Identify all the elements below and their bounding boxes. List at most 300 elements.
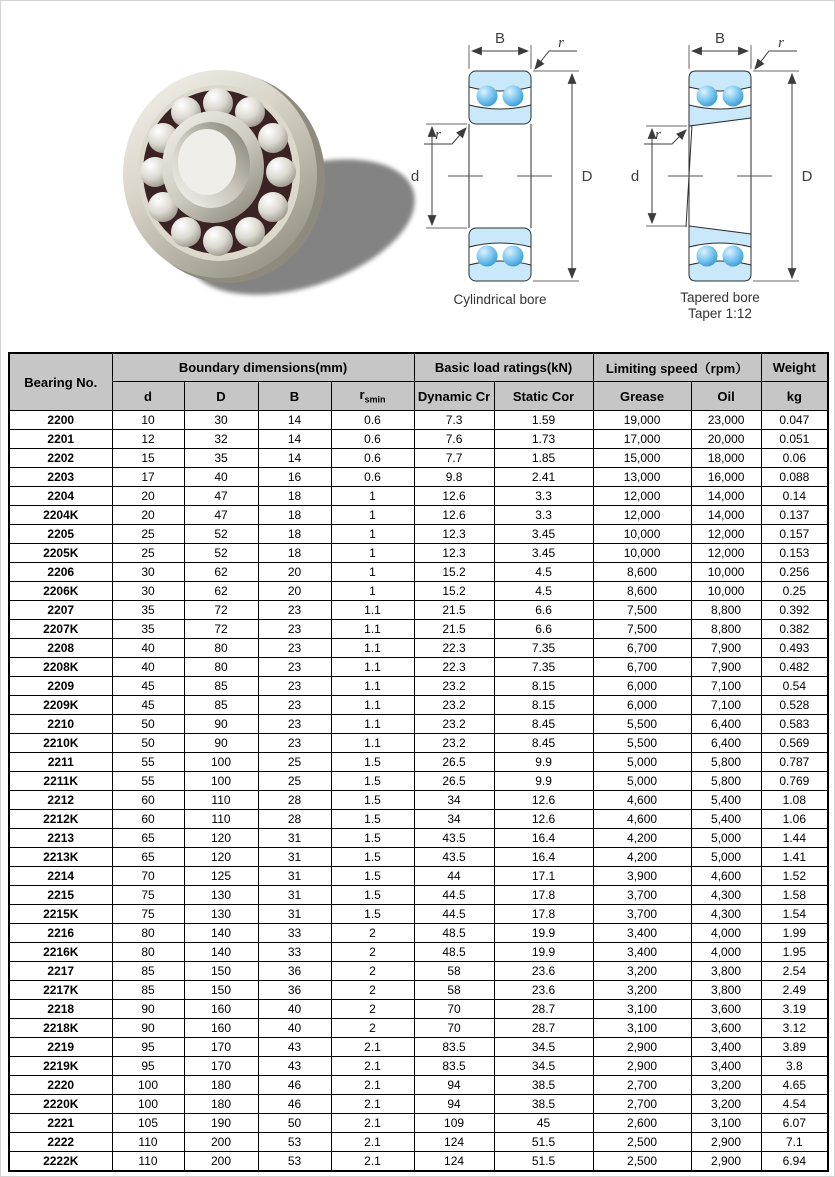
value-cell: 170 xyxy=(184,1057,258,1076)
value-cell: 31 xyxy=(258,829,331,848)
value-cell: 55 xyxy=(112,753,184,772)
value-cell: 55 xyxy=(112,772,184,791)
value-cell: 40 xyxy=(258,1000,331,1019)
value-cell: 13,000 xyxy=(593,468,691,487)
value-cell: 3.45 xyxy=(494,525,593,544)
value-cell: 3.19 xyxy=(761,1000,828,1019)
value-cell: 10,000 xyxy=(691,582,761,601)
value-cell: 6,400 xyxy=(691,715,761,734)
value-cell: 1.5 xyxy=(331,772,414,791)
value-cell: 22.3 xyxy=(414,639,494,658)
value-cell: 10,000 xyxy=(593,525,691,544)
value-cell: 75 xyxy=(112,905,184,924)
value-cell: 3,800 xyxy=(691,962,761,981)
value-cell: 25 xyxy=(258,753,331,772)
value-cell: 62 xyxy=(184,563,258,582)
value-cell: 14,000 xyxy=(691,487,761,506)
value-cell: 160 xyxy=(184,1019,258,1038)
value-cell: 4.65 xyxy=(761,1076,828,1095)
value-cell: 8,800 xyxy=(691,620,761,639)
value-cell: 50 xyxy=(258,1114,331,1133)
value-cell: 15.2 xyxy=(414,582,494,601)
value-cell: 70 xyxy=(414,1000,494,1019)
value-cell: 1 xyxy=(331,582,414,601)
value-cell: 45 xyxy=(112,677,184,696)
value-cell: 1.95 xyxy=(761,943,828,962)
value-cell: 8.15 xyxy=(494,677,593,696)
value-cell: 80 xyxy=(112,924,184,943)
value-cell: 110 xyxy=(112,1133,184,1152)
value-cell: 1 xyxy=(331,506,414,525)
value-cell: 45 xyxy=(112,696,184,715)
value-cell: 4,600 xyxy=(593,810,691,829)
value-cell: 60 xyxy=(112,791,184,810)
bearing-no-cell: 2206 xyxy=(9,563,112,582)
value-cell: 47 xyxy=(184,487,258,506)
value-cell: 16.4 xyxy=(494,829,593,848)
value-cell: 46 xyxy=(258,1095,331,1114)
value-cell: 35 xyxy=(112,601,184,620)
value-cell: 14 xyxy=(258,411,331,430)
value-cell: 130 xyxy=(184,886,258,905)
value-cell: 34 xyxy=(414,791,494,810)
bearing-no-cell: 2214 xyxy=(9,867,112,886)
value-cell: 40 xyxy=(184,468,258,487)
value-cell: 170 xyxy=(184,1038,258,1057)
dim-label-r-inner: r xyxy=(655,127,661,143)
bearing-no-cell: 2203 xyxy=(9,468,112,487)
value-cell: 3,900 xyxy=(593,867,691,886)
value-cell: 12.6 xyxy=(494,791,593,810)
value-cell: 7.35 xyxy=(494,639,593,658)
value-cell: 44 xyxy=(414,867,494,886)
value-cell: 75 xyxy=(112,886,184,905)
value-cell: 43.5 xyxy=(414,829,494,848)
value-cell: 28.7 xyxy=(494,1000,593,1019)
value-cell: 110 xyxy=(184,810,258,829)
bearing-no-cell: 2207K xyxy=(9,620,112,639)
value-cell: 6.07 xyxy=(761,1114,828,1133)
value-cell: 3,800 xyxy=(691,981,761,1000)
value-cell: 2.49 xyxy=(761,981,828,1000)
value-cell: 5,800 xyxy=(691,772,761,791)
value-cell: 3,200 xyxy=(593,981,691,1000)
column-header-B: B xyxy=(258,382,331,411)
value-cell: 16 xyxy=(258,468,331,487)
value-cell: 36 xyxy=(258,962,331,981)
value-cell: 100 xyxy=(184,753,258,772)
value-cell: 7.1 xyxy=(761,1133,828,1152)
value-cell: 2 xyxy=(331,1000,414,1019)
table-row xyxy=(9,658,828,677)
value-cell: 2,900 xyxy=(691,1152,761,1172)
value-cell: 2.1 xyxy=(331,1152,414,1172)
table-row xyxy=(9,715,828,734)
value-cell: 3,700 xyxy=(593,886,691,905)
value-cell: 200 xyxy=(184,1133,258,1152)
value-cell: 7.35 xyxy=(494,658,593,677)
value-cell: 0.392 xyxy=(761,601,828,620)
table-row xyxy=(9,411,828,430)
value-cell: 0.6 xyxy=(331,411,414,430)
value-cell: 30 xyxy=(112,582,184,601)
value-cell: 15.2 xyxy=(414,563,494,582)
value-cell: 1.06 xyxy=(761,810,828,829)
value-cell: 14 xyxy=(258,449,331,468)
table-row xyxy=(9,753,828,772)
bearing-no-cell: 2217K xyxy=(9,981,112,1000)
value-cell: 40 xyxy=(112,658,184,677)
value-cell: 16.4 xyxy=(494,848,593,867)
value-cell: 140 xyxy=(184,943,258,962)
dim-label-r-outer: r xyxy=(778,35,784,51)
dim-label-r-outer: r xyxy=(558,35,564,51)
value-cell: 90 xyxy=(184,734,258,753)
value-cell: 23 xyxy=(258,696,331,715)
dim-label-B: B xyxy=(494,30,506,47)
value-cell: 12.6 xyxy=(414,506,494,525)
value-cell: 4,000 xyxy=(691,924,761,943)
value-cell: 1.5 xyxy=(331,810,414,829)
value-cell: 4,000 xyxy=(691,943,761,962)
value-cell: 3,200 xyxy=(691,1095,761,1114)
table-body xyxy=(9,411,828,1172)
value-cell: 0.528 xyxy=(761,696,828,715)
diagram-caption-cylindrical: Cylindrical bore xyxy=(453,292,547,307)
group-header-load-ratings: Basic load ratings(kN) xyxy=(414,353,593,382)
value-cell: 12.3 xyxy=(414,544,494,563)
value-cell: 17.8 xyxy=(494,905,593,924)
header-group-row xyxy=(9,353,828,382)
value-cell: 46 xyxy=(258,1076,331,1095)
value-cell: 2.1 xyxy=(331,1114,414,1133)
bearing-no-cell: 2216 xyxy=(9,924,112,943)
value-cell: 100 xyxy=(112,1095,184,1114)
value-cell: 1 xyxy=(331,544,414,563)
value-cell: 5,000 xyxy=(691,848,761,867)
value-cell: 65 xyxy=(112,829,184,848)
value-cell: 30 xyxy=(112,563,184,582)
value-cell: 38.5 xyxy=(494,1095,593,1114)
table-row xyxy=(9,468,828,487)
value-cell: 1.5 xyxy=(331,905,414,924)
column-header-d: d xyxy=(112,382,184,411)
column-header-static-cor: Static Cor xyxy=(494,382,593,411)
value-cell: 85 xyxy=(112,981,184,1000)
value-cell: 7,900 xyxy=(691,639,761,658)
value-cell: 65 xyxy=(112,848,184,867)
value-cell: 95 xyxy=(112,1038,184,1057)
table-row xyxy=(9,1019,828,1038)
value-cell: 5,500 xyxy=(593,715,691,734)
value-cell: 0.153 xyxy=(761,544,828,563)
value-cell: 2,900 xyxy=(593,1038,691,1057)
value-cell: 1 xyxy=(331,563,414,582)
bearing-no-cell: 2215K xyxy=(9,905,112,924)
value-cell: 8,800 xyxy=(691,601,761,620)
value-cell: 31 xyxy=(258,867,331,886)
value-cell: 25 xyxy=(258,772,331,791)
value-cell: 18 xyxy=(258,544,331,563)
value-cell: 2,900 xyxy=(691,1133,761,1152)
dim-label-D: D xyxy=(581,168,593,185)
value-cell: 1.41 xyxy=(761,848,828,867)
value-cell: 8,600 xyxy=(593,582,691,601)
table-row xyxy=(9,582,828,601)
value-cell: 0.088 xyxy=(761,468,828,487)
value-cell: 70 xyxy=(112,867,184,886)
value-cell: 23 xyxy=(258,658,331,677)
value-cell: 2,900 xyxy=(593,1057,691,1076)
bearing-photo xyxy=(123,70,432,321)
bearing-no-cell: 2200 xyxy=(9,411,112,430)
value-cell: 23.2 xyxy=(414,715,494,734)
value-cell: 90 xyxy=(184,715,258,734)
value-cell: 4.54 xyxy=(761,1095,828,1114)
value-cell: 43 xyxy=(258,1057,331,1076)
value-cell: 3,400 xyxy=(593,924,691,943)
value-cell: 23 xyxy=(258,639,331,658)
table-row xyxy=(9,791,828,810)
value-cell: 15,000 xyxy=(593,449,691,468)
value-cell: 0.382 xyxy=(761,620,828,639)
bearing-no-cell: 2218K xyxy=(9,1019,112,1038)
value-cell: 6.6 xyxy=(494,601,593,620)
value-cell: 90 xyxy=(112,1019,184,1038)
value-cell: 62 xyxy=(184,582,258,601)
value-cell: 0.769 xyxy=(761,772,828,791)
value-cell: 2.1 xyxy=(331,1076,414,1095)
value-cell: 50 xyxy=(112,734,184,753)
table-row xyxy=(9,1133,828,1152)
value-cell: 6.6 xyxy=(494,620,593,639)
value-cell: 12,000 xyxy=(593,487,691,506)
dim-label-d: d xyxy=(410,168,420,185)
value-cell: 23 xyxy=(258,620,331,639)
value-cell: 58 xyxy=(414,962,494,981)
value-cell: 1.52 xyxy=(761,867,828,886)
table-row xyxy=(9,848,828,867)
value-cell: 50 xyxy=(112,715,184,734)
value-cell: 2.41 xyxy=(494,468,593,487)
group-header-boundary-dimensions: Boundary dimensions(mm) xyxy=(112,353,414,382)
value-cell: 58 xyxy=(414,981,494,1000)
value-cell: 17.1 xyxy=(494,867,593,886)
table-row xyxy=(9,487,828,506)
value-cell: 0.6 xyxy=(331,449,414,468)
table-row xyxy=(9,810,828,829)
bearing-no-cell: 2212 xyxy=(9,791,112,810)
value-cell: 12 xyxy=(112,430,184,449)
value-cell: 52 xyxy=(184,525,258,544)
value-cell: 34.5 xyxy=(494,1038,593,1057)
value-cell: 18 xyxy=(258,487,331,506)
value-cell: 0.256 xyxy=(761,563,828,582)
value-cell: 17.8 xyxy=(494,886,593,905)
group-header-limiting-speed: Limiting speed（rpm） xyxy=(593,353,761,382)
bearing-no-cell: 2222 xyxy=(9,1133,112,1152)
value-cell: 160 xyxy=(184,1000,258,1019)
value-cell: 23 xyxy=(258,734,331,753)
value-cell: 105 xyxy=(112,1114,184,1133)
value-cell: 94 xyxy=(414,1095,494,1114)
value-cell: 124 xyxy=(414,1152,494,1172)
value-cell: 21.5 xyxy=(414,601,494,620)
table-row xyxy=(9,829,828,848)
value-cell: 31 xyxy=(258,848,331,867)
value-cell: 45 xyxy=(494,1114,593,1133)
value-cell: 125 xyxy=(184,867,258,886)
bearing-no-cell: 2222K xyxy=(9,1152,112,1172)
value-cell: 60 xyxy=(112,810,184,829)
value-cell: 2 xyxy=(331,943,414,962)
value-cell: 1 xyxy=(331,525,414,544)
value-cell: 17,000 xyxy=(593,430,691,449)
value-cell: 43.5 xyxy=(414,848,494,867)
bearing-no-cell: 2207 xyxy=(9,601,112,620)
value-cell: 18 xyxy=(258,506,331,525)
value-cell: 28.7 xyxy=(494,1019,593,1038)
diagram-caption-tapered-2: Taper 1:12 xyxy=(688,306,752,321)
value-cell: 16,000 xyxy=(691,468,761,487)
value-cell: 1.1 xyxy=(331,601,414,620)
value-cell: 5,500 xyxy=(593,734,691,753)
bearing-no-cell: 2219K xyxy=(9,1057,112,1076)
table-row xyxy=(9,981,828,1000)
value-cell: 12,000 xyxy=(691,544,761,563)
value-cell: 1.99 xyxy=(761,924,828,943)
value-cell: 7,100 xyxy=(691,677,761,696)
table-row xyxy=(9,1000,828,1019)
bearing-no-cell: 2211K xyxy=(9,772,112,791)
bearing-no-cell: 2202 xyxy=(9,449,112,468)
value-cell: 109 xyxy=(414,1114,494,1133)
value-cell: 30 xyxy=(184,411,258,430)
value-cell: 44.5 xyxy=(414,905,494,924)
value-cell: 7.3 xyxy=(414,411,494,430)
value-cell: 124 xyxy=(414,1133,494,1152)
value-cell: 1.5 xyxy=(331,753,414,772)
dim-label-r-inner: r xyxy=(435,127,441,143)
value-cell: 21.5 xyxy=(414,620,494,639)
diagram-caption-tapered-1: Tapered bore xyxy=(680,290,760,305)
value-cell: 9.9 xyxy=(494,753,593,772)
table-row xyxy=(9,734,828,753)
value-cell: 10,000 xyxy=(691,563,761,582)
bearing-no-cell: 2211 xyxy=(9,753,112,772)
bearing-no-cell: 2205K xyxy=(9,544,112,563)
value-cell: 0.569 xyxy=(761,734,828,753)
value-cell: 130 xyxy=(184,905,258,924)
value-cell: 23,000 xyxy=(691,411,761,430)
value-cell: 80 xyxy=(112,943,184,962)
value-cell: 18,000 xyxy=(691,449,761,468)
hero-section xyxy=(1,1,835,347)
value-cell: 26.5 xyxy=(414,753,494,772)
value-cell: 140 xyxy=(184,924,258,943)
value-cell: 0.25 xyxy=(761,582,828,601)
value-cell: 1 xyxy=(331,487,414,506)
value-cell: 5,000 xyxy=(691,829,761,848)
table-row xyxy=(9,905,828,924)
value-cell: 1.1 xyxy=(331,620,414,639)
value-cell: 6,000 xyxy=(593,677,691,696)
value-cell: 85 xyxy=(112,962,184,981)
value-cell: 23.2 xyxy=(414,677,494,696)
value-cell: 15 xyxy=(112,449,184,468)
value-cell: 9.9 xyxy=(494,772,593,791)
table-row xyxy=(9,620,828,639)
value-cell: 100 xyxy=(184,772,258,791)
value-cell: 7.6 xyxy=(414,430,494,449)
diagram-tapered xyxy=(631,30,813,321)
value-cell: 26.5 xyxy=(414,772,494,791)
value-cell: 38.5 xyxy=(494,1076,593,1095)
table-row xyxy=(9,525,828,544)
hero-graphic xyxy=(1,1,835,347)
value-cell: 3.8 xyxy=(761,1057,828,1076)
value-cell: 7,900 xyxy=(691,658,761,677)
table-row xyxy=(9,563,828,582)
value-cell: 85 xyxy=(184,696,258,715)
value-cell: 7.7 xyxy=(414,449,494,468)
dim-label-B: B xyxy=(714,30,726,47)
value-cell: 12.3 xyxy=(414,525,494,544)
value-cell: 34.5 xyxy=(494,1057,593,1076)
value-cell: 4,300 xyxy=(691,886,761,905)
value-cell: 25 xyxy=(112,544,184,563)
value-cell: 3.89 xyxy=(761,1038,828,1057)
value-cell: 2,600 xyxy=(593,1114,691,1133)
table-row xyxy=(9,544,828,563)
column-header-kg: kg xyxy=(761,382,828,411)
value-cell: 72 xyxy=(184,601,258,620)
value-cell: 8.15 xyxy=(494,696,593,715)
table-row xyxy=(9,1152,828,1172)
value-cell: 2,700 xyxy=(593,1095,691,1114)
value-cell: 72 xyxy=(184,620,258,639)
value-cell: 1.85 xyxy=(494,449,593,468)
value-cell: 100 xyxy=(112,1076,184,1095)
value-cell: 1.5 xyxy=(331,791,414,810)
value-cell: 2,500 xyxy=(593,1133,691,1152)
table-row xyxy=(9,639,828,658)
value-cell: 23.2 xyxy=(414,734,494,753)
value-cell: 48.5 xyxy=(414,924,494,943)
table-row xyxy=(9,1076,828,1095)
table-row xyxy=(9,886,828,905)
value-cell: 120 xyxy=(184,829,258,848)
value-cell: 3,700 xyxy=(593,905,691,924)
value-cell: 43 xyxy=(258,1038,331,1057)
table-row xyxy=(9,449,828,468)
value-cell: 17 xyxy=(112,468,184,487)
value-cell: 2.1 xyxy=(331,1057,414,1076)
column-header-dynamic-cr: Dynamic Cr xyxy=(414,382,494,411)
value-cell: 95 xyxy=(112,1057,184,1076)
header-sub-row xyxy=(9,382,828,411)
bearing-no-cell: 2220K xyxy=(9,1095,112,1114)
value-cell: 3.3 xyxy=(494,487,593,506)
value-cell: 48.5 xyxy=(414,943,494,962)
value-cell: 83.5 xyxy=(414,1038,494,1057)
value-cell: 150 xyxy=(184,962,258,981)
value-cell: 34 xyxy=(414,810,494,829)
value-cell: 3,600 xyxy=(691,1000,761,1019)
value-cell: 3,100 xyxy=(593,1000,691,1019)
value-cell: 70 xyxy=(414,1019,494,1038)
value-cell: 51.5 xyxy=(494,1133,593,1152)
